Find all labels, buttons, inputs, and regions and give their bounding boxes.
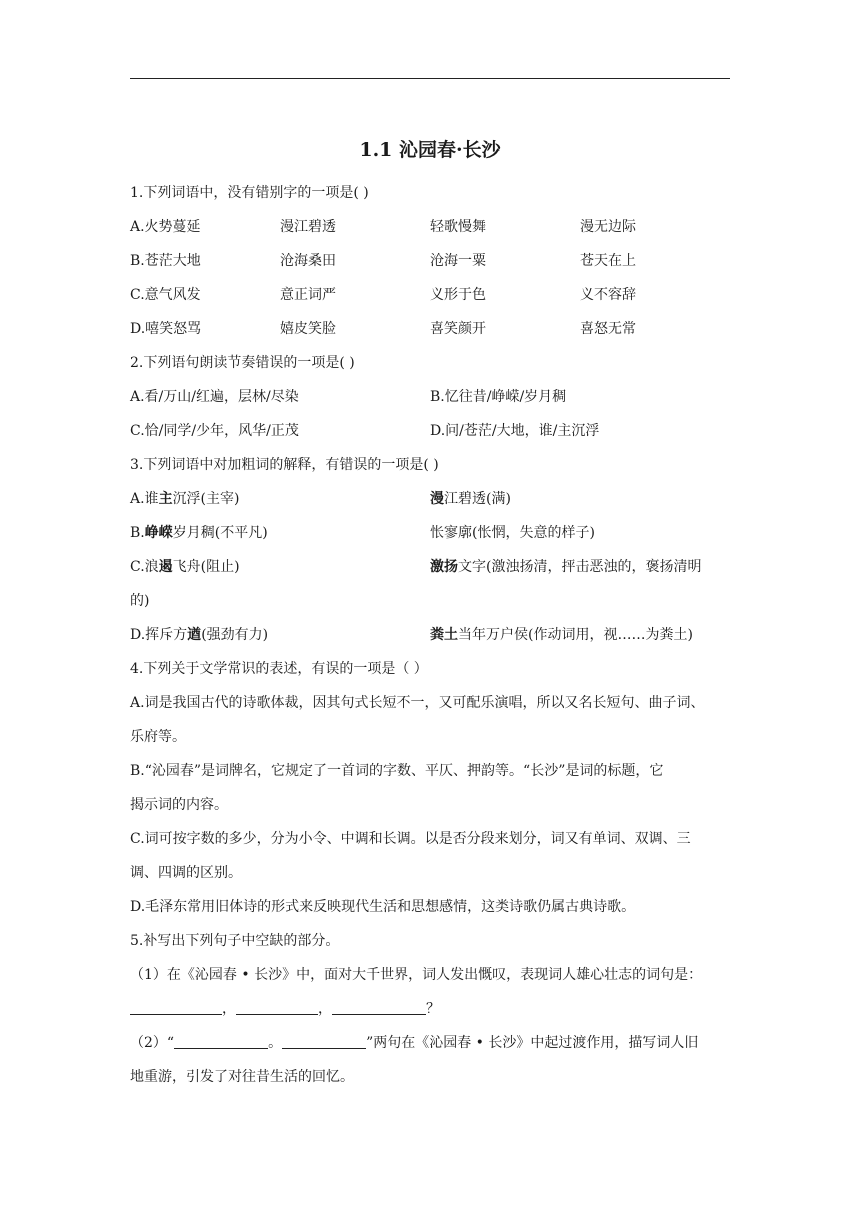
q5-part1-blanks: [130, 992, 730, 1026]
q1-option-d: [130, 312, 730, 346]
q3-option-d2: [430, 618, 730, 652]
q3-c-continuation: 的): [130, 593, 150, 609]
q4-option-b-line2: 揭示词的内容。: [130, 797, 228, 813]
q3-option-a2: [430, 482, 730, 516]
q3-a2-bold-word: 漫: [430, 491, 444, 507]
q3-option-a1: [130, 482, 430, 516]
q5-comma-2: ，: [318, 1001, 332, 1017]
q4-option-c-line2: 调、四调的区别。: [130, 865, 242, 881]
q3-a1-gloss: 沉浮(主宰): [172, 491, 240, 507]
q4-stem: 4.下列关于文学常识的表述，有误的一项是（ ）: [130, 661, 428, 677]
q5-part1-line1: （1）在《沁园春 • 长沙》中，面对大千世界，词人发出慨叹，表现词人雄心壮志的词句是：: [130, 967, 703, 983]
q5-part2-prefix: （2）“: [130, 1035, 175, 1051]
q5-part2-suffix: ”两句在《沁园春 • 长沙》中起过渡作用，描写词人旧: [366, 1035, 699, 1051]
q4-option-d: D.毛泽东常用旧体诗的形式来反映现代生活和思想感情，这类诗歌仍属古典诗歌。: [130, 899, 636, 915]
q4-option-a-line1: A.词是我国古代的诗歌体裁，因其句式长短不一，又可配乐演唱，所以又名长短句、曲子词、: [130, 695, 705, 711]
q1-d-word-3: 喜笑颜开: [430, 321, 486, 337]
q3-option-b1: [130, 516, 430, 550]
q5-stem: 5.补写出下列句子中空缺的部分。: [130, 933, 340, 949]
q3-row-b: [130, 516, 730, 550]
q2-option-d: D.问/苍茫/大地，谁/主沉浮: [430, 423, 600, 439]
q1-d-word-4: 喜怒无常: [580, 321, 636, 337]
q2-row-cd: [130, 414, 730, 448]
q1-d-word-2: 嬉皮笑脸: [280, 321, 336, 337]
header-rule: [130, 78, 730, 79]
q3-d2-gloss: 当年万户侯(作动词用，视……为粪土): [458, 627, 693, 643]
q1-option-a: [130, 210, 730, 244]
q5-blank-1[interactable]: [130, 1000, 222, 1015]
q3-c1-text: C.浪: [130, 559, 159, 575]
q3-d1-bold-word: 遒: [187, 627, 202, 643]
q5-question-mark: ？: [426, 1001, 440, 1017]
q5-comma-1: ，: [222, 1001, 236, 1017]
q1-b-word-3: 沧海一粟: [430, 253, 486, 269]
q1-c-word-1: C.意气风发: [130, 287, 201, 303]
q2-option-c: C.恰/同学/少年，风华/正茂: [130, 423, 299, 439]
q1-c-word-3: 义形于色: [430, 287, 486, 303]
q2-row-ab: [130, 380, 730, 414]
q3-b1-gloss: 岁月稠(不平凡): [172, 525, 268, 541]
q3-option-b2: 怅寥廓(怅惘，失意的样子): [430, 525, 595, 541]
q3-stem: 3.下列词语中对加粗词的解释，有错误的一项是( ): [130, 457, 439, 473]
q4-option-b-line1: B.“沁园春”是词牌名，它规定了一首词的字数、平仄、押韵等。“长沙”是词的标题，它: [130, 763, 664, 779]
q1-a-word-2: 漫江碧透: [280, 219, 336, 235]
q3-c1-gloss: 飞舟(阻止): [172, 559, 240, 575]
q1-a-word-4: 漫无边际: [580, 219, 636, 235]
q3-c2-bold-word: 激扬: [430, 559, 458, 575]
page-title: 1.1 沁园春·长沙: [359, 139, 501, 161]
q1-a-word-3: 轻歌慢舞: [430, 219, 486, 235]
q5-period: 。: [268, 1035, 283, 1051]
q3-option-c2: [430, 550, 730, 584]
q5-blank-2[interactable]: [236, 1000, 318, 1015]
q2-stem: 2.下列语句朗读节奏错误的一项是( ): [130, 355, 355, 371]
q1-d-word-1: D.嘻笑怒骂: [130, 321, 202, 337]
q4-option-c-line1: C.词可按字数的多少，分为小令、中调和长调。以是否分段来划分，词又有单词、双调、三: [130, 831, 691, 847]
q1-c-word-4: 义不容辞: [580, 287, 636, 303]
q3-b1-text: B.: [130, 525, 145, 541]
q3-option-d1: [130, 618, 430, 652]
q3-b1-bold-word: 峥嵘: [144, 525, 173, 541]
q1-c-word-2: 意正词严: [280, 287, 336, 303]
q1-a-word-1: A.火势蔓延: [130, 219, 201, 235]
q5-blank-4[interactable]: [174, 1034, 268, 1049]
q3-d1-text: D.挥斥方: [130, 627, 188, 643]
q1-option-c: [130, 278, 730, 312]
q3-d1-gloss: (强劲有力): [201, 627, 269, 643]
q3-a1-bold-word: 主: [158, 491, 173, 507]
q2-option-a: A.看/万山/红遍，层林/尽染: [130, 389, 299, 405]
q5-part2-line2: 地重游，引发了对往昔生活的回忆。: [130, 1069, 354, 1085]
q1-stem: 1.下列词语中，没有错别字的一项是( ): [130, 185, 369, 201]
q3-a2-gloss: 江碧透(满): [444, 491, 511, 507]
q3-row-d: [130, 618, 730, 652]
q1-b-word-4: 苍天在上: [580, 253, 636, 269]
q5-blank-5[interactable]: [282, 1034, 366, 1049]
q4-option-a-line2: 乐府等。: [130, 729, 186, 745]
document-body: [130, 136, 730, 1094]
q3-a1-text: A.谁: [130, 491, 159, 507]
q3-option-c1: [130, 550, 430, 584]
q5-part2-line1: [130, 1026, 730, 1060]
q3-c2-gloss: 文字(激浊扬清，抨击恶浊的，褒扬清明: [458, 559, 702, 575]
q3-row-a: [130, 482, 730, 516]
q1-option-b: [130, 244, 730, 278]
q3-d2-bold-word: 粪土: [430, 627, 458, 643]
q3-row-c: [130, 550, 730, 584]
q3-c1-bold-word: 遏: [158, 559, 173, 575]
q2-option-b: B.忆往昔/峥嵘/岁月稠: [430, 389, 567, 405]
q1-b-word-2: 沧海桑田: [280, 253, 336, 269]
q5-blank-3[interactable]: [332, 1000, 426, 1015]
q1-b-word-1: B.苍茫大地: [130, 253, 201, 269]
